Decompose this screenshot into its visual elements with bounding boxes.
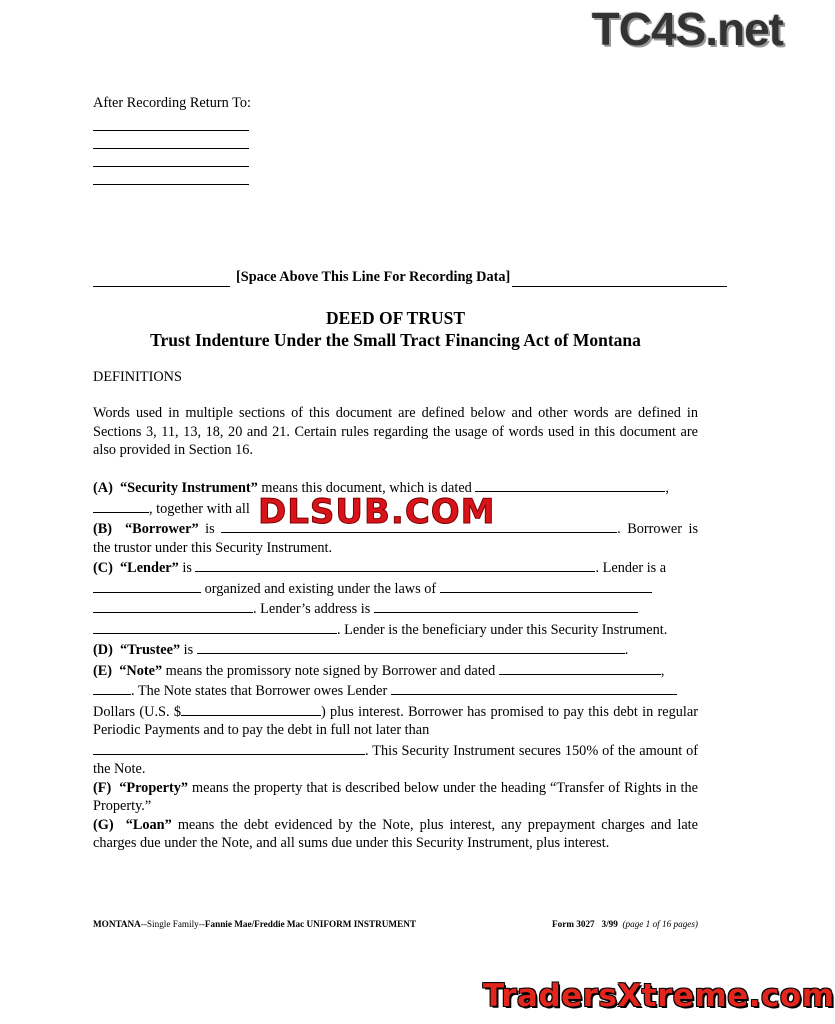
def-text: .	[624, 642, 629, 658]
def-text: . The Note states that Borrower owes Lender	[131, 683, 391, 699]
blank-field	[195, 557, 595, 572]
footer-family: --Single Family--	[140, 919, 205, 929]
blank-field	[197, 639, 625, 654]
def-term: “Security Instrument”	[120, 480, 258, 496]
def-text: . This Security Instrument secures 150% of the amount of the Note.	[93, 742, 698, 777]
def-tag: (C)	[93, 560, 113, 576]
blank-field	[391, 680, 677, 695]
watermark-dlsub: DLSUB.COM	[258, 492, 496, 532]
return-to-label: After Recording Return To:	[93, 95, 251, 111]
def-text: . Lender’s address is	[253, 601, 374, 617]
def-term: “Borrower”	[125, 521, 199, 537]
definition-e	[93, 660, 698, 779]
blank-field	[93, 498, 149, 513]
blank-field	[93, 578, 201, 593]
def-tag: (G)	[93, 816, 114, 833]
def-text: . Lender is a	[595, 560, 667, 576]
def-text: ) plus interest. Borrower has promised to pay this debt in regular Periodic Payments and to pay the debt in full not later than	[93, 703, 698, 738]
return-to-block	[93, 94, 698, 185]
def-tag: (E)	[93, 662, 113, 679]
definition-c	[93, 557, 698, 639]
def-text: . Borrower is the trustor under this Security Instrument.	[93, 521, 699, 556]
blank-field	[475, 477, 665, 492]
footer-form-info	[552, 919, 698, 929]
blank-field	[93, 740, 365, 755]
def-tag: (A)	[93, 480, 113, 496]
def-text: is	[198, 521, 222, 537]
rule-left	[93, 272, 230, 287]
blank-field	[93, 619, 337, 634]
def-term: “Loan”	[125, 816, 172, 833]
def-text: , together with all	[149, 500, 250, 517]
footer-date: 3/99	[601, 919, 618, 929]
blank-field	[93, 598, 253, 613]
def-term: “Lender”	[120, 560, 179, 576]
page-footer	[93, 919, 698, 929]
def-tag: (B)	[93, 521, 113, 537]
def-text: organized and existing under the laws of	[201, 580, 440, 597]
blank-field	[93, 680, 131, 695]
def-term: “Note”	[119, 662, 163, 679]
blank-field	[181, 701, 321, 716]
def-text: means the debt evidenced by the Note, plus interest, any prepayment charges and late charges due under the Note, and all sums due under this Security Instrument, plus interest.	[93, 816, 699, 851]
def-text: is	[178, 560, 196, 576]
document-title: DEED OF TRUST	[325, 308, 466, 328]
def-term: “Property”	[119, 779, 189, 796]
definition-d	[93, 639, 698, 660]
def-term: “Trustee”	[120, 642, 181, 658]
watermark-tradersxtreme: TradersXtreme.com	[483, 978, 835, 1014]
def-text: ,	[660, 662, 665, 679]
return-line	[93, 113, 249, 131]
def-text: Dollars (U.S. $	[93, 703, 181, 720]
def-text: ,	[665, 480, 669, 496]
blank-field	[499, 660, 661, 675]
space-above-label: [Space Above This Line For Recording Data]	[236, 269, 511, 285]
return-line	[93, 149, 249, 167]
return-to-lines	[93, 113, 698, 185]
definition-g	[93, 816, 698, 853]
def-text: means this document, which is dated	[257, 480, 476, 496]
footer-instrument: Fannie Mae/Freddie Mac UNIFORM INSTRUMENT	[204, 919, 416, 929]
return-line	[93, 167, 249, 185]
def-text: means the promissory note signed by Borrower and dated	[162, 662, 499, 679]
footer-form: Form 3027	[552, 919, 595, 929]
definition-f	[93, 779, 698, 816]
document-subtitle: Trust Indenture Under the Small Tract Financing Act of Montana	[150, 330, 641, 350]
footer-state: MONTANA	[93, 919, 141, 929]
def-tag: (D)	[93, 642, 113, 658]
return-line	[93, 131, 249, 149]
watermark-tc4s: TC4S.net	[591, 3, 783, 55]
rule-right	[512, 272, 727, 287]
def-text: is	[180, 642, 197, 658]
blank-field	[440, 578, 652, 593]
footer-page: (page 1 of 16 pages)	[622, 919, 698, 929]
def-text: means the property that is described below under the heading “Transfer of Rights in the Property.”	[93, 779, 698, 814]
definitions-heading: DEFINITIONS	[93, 369, 182, 385]
intro-paragraph: Words used in multiple sections of this document are defined below and other words are defined in Sections 3, 11, 13, 18, 20 and 21. Certain rules regarding the usage of words used in this document are also provided in Section 16.	[93, 405, 698, 458]
recording-space-line	[93, 268, 727, 287]
def-text: . Lender is the beneficiary under this Security Instrument.	[337, 621, 668, 638]
title-block	[93, 307, 698, 351]
def-tag: (F)	[93, 779, 112, 796]
definitions-list	[93, 477, 698, 853]
blank-field	[374, 598, 638, 613]
